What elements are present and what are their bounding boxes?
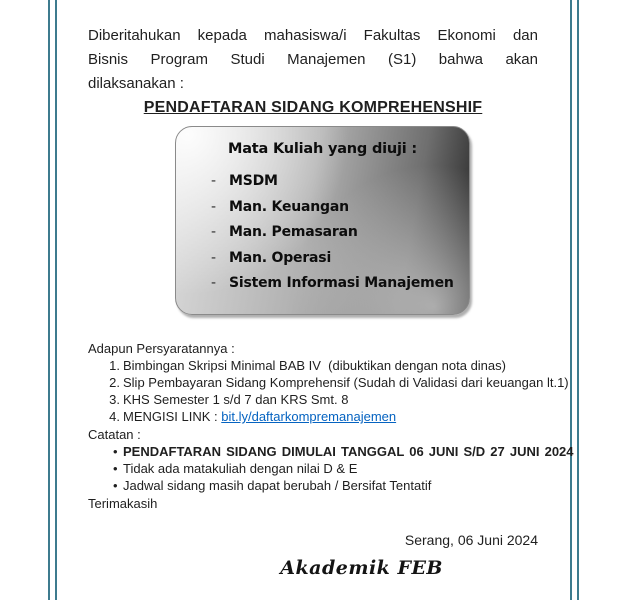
dash-bullet: - <box>211 249 216 266</box>
registration-link[interactable]: bit.ly/daftarkompremanajemen <box>221 409 397 424</box>
closing-thanks: Terimakasih <box>88 496 158 511</box>
place-date-line: Serang, 06 Juni 2024 <box>404 532 538 548</box>
exam-subject-label: Sistem Informasi Manajemen <box>229 275 454 291</box>
requirements-label: Adapun Persyaratannya : <box>88 341 235 356</box>
page-border-right-outer <box>577 0 579 600</box>
dash-bullet: - <box>211 224 216 240</box>
exam-subject-item <box>211 276 469 290</box>
requirements-list <box>88 357 569 425</box>
intro-line-1: Diberitahukan kepada mahasiswa/i Fakultas Ekonomi dan <box>88 27 538 44</box>
list-number: 3. <box>109 392 120 407</box>
exam-subjects-box <box>175 126 470 315</box>
exam-subject-label: MSDM <box>229 173 278 189</box>
exam-subject-item <box>211 251 469 265</box>
bullet-dot: • <box>113 444 118 459</box>
notes-list <box>88 443 574 494</box>
announcement-title: PENDAFTARAN SIDANG KOMPREHENSHIF <box>143 99 483 116</box>
note-item <box>88 477 538 494</box>
dash-bullet: - <box>211 198 216 215</box>
page-border-left-inner <box>55 0 57 600</box>
note-text: Jadwal sidang masih dapat berubah / Bersifat Tentatif <box>123 478 432 493</box>
page-border-right-inner <box>570 0 572 600</box>
requirement-item <box>88 374 569 391</box>
exam-subject-label: Man. Operasi <box>229 249 332 266</box>
requirement-item <box>88 357 538 374</box>
exam-subject-item <box>211 200 469 214</box>
list-number: 4. <box>109 409 120 424</box>
signature-akademik-feb: Akademik FEB <box>280 557 443 579</box>
page-border-left-outer <box>48 0 50 600</box>
note-text: PENDAFTARAN SIDANG DIMULAI TANGGAL 06 JUNI S/D 27 JUNI 2024 <box>123 444 574 459</box>
requirement-item <box>88 408 538 425</box>
list-number: 2. <box>109 375 120 390</box>
exam-subject-item <box>211 174 469 188</box>
exam-subject-label: Man. Pemasaran <box>229 224 358 240</box>
bullet-dot: • <box>113 478 118 493</box>
note-item <box>88 460 538 477</box>
note-item <box>88 443 574 460</box>
dash-bullet: - <box>211 275 216 291</box>
requirement-text: KHS Semester 1 s/d 7 dan KRS Smt. 8 <box>123 392 349 407</box>
intro-line-3: dilaksanakan : <box>88 75 184 92</box>
requirement-text: MENGISI LINK : <box>123 409 222 424</box>
requirement-text: Slip Pembayaran Sidang Komprehensif (Sudah di Validasi dari keuangan lt.1) <box>123 375 569 390</box>
notes-label: Catatan : <box>88 427 141 442</box>
requirement-item <box>88 391 538 408</box>
requirement-text: Bimbingan Skripsi Minimal BAB IV (dibuktikan dengan nota dinas) <box>123 358 506 373</box>
announcement-document <box>88 24 574 580</box>
dash-bullet: - <box>211 173 216 189</box>
exam-subjects-list <box>176 174 469 290</box>
bullet-dot: • <box>113 461 118 476</box>
exam-subject-item <box>211 225 469 239</box>
list-number: 1. <box>109 358 120 373</box>
exam-subject-label: Man. Keuangan <box>229 198 349 215</box>
note-text: Tidak ada matakuliah dengan nilai D & E <box>123 461 358 476</box>
exam-subjects-heading: Mata Kuliah yang diuji : <box>227 141 418 157</box>
intro-line-2: Bisnis Program Studi Manajemen (S1) bahwa akan <box>88 51 538 68</box>
